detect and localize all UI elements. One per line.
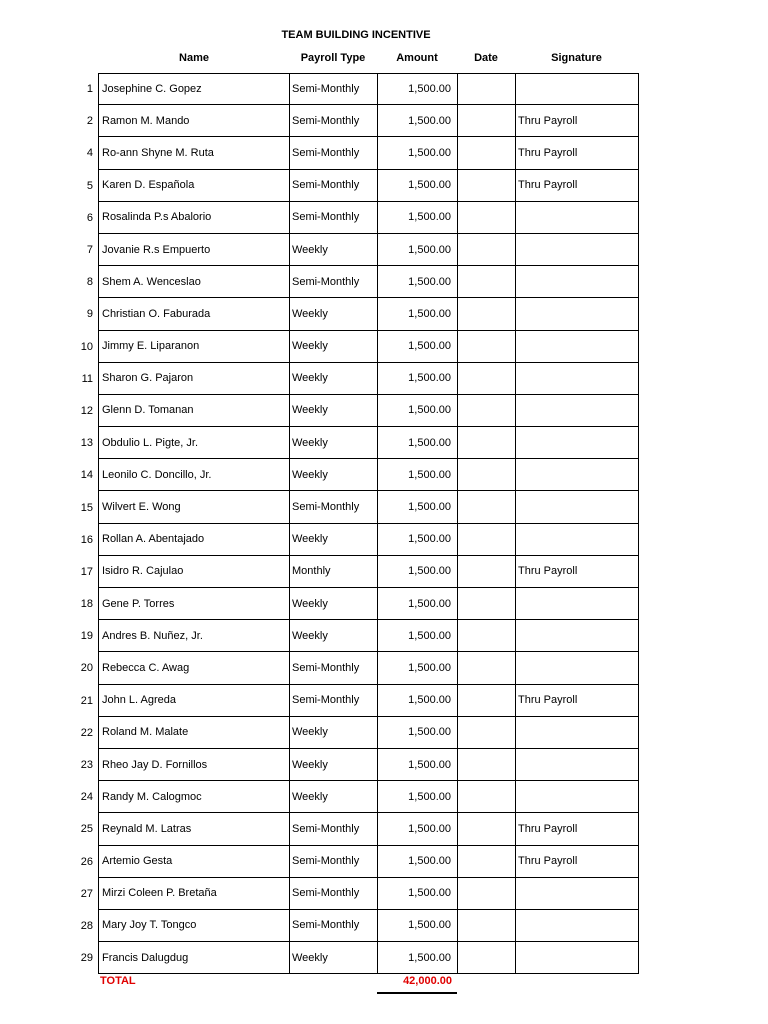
table-row	[0, 878, 768, 910]
cell-signature	[515, 652, 639, 684]
cell-payroll-type: Semi-Monthly	[289, 137, 378, 169]
cell-amount: 1,500.00	[377, 170, 458, 202]
cell-signature: Thru Payroll	[515, 846, 639, 878]
cell-payroll-type: Semi-Monthly	[289, 202, 378, 234]
cell-date	[457, 588, 516, 620]
cell-date	[457, 170, 516, 202]
row-number: 4	[86, 147, 93, 160]
row-number: 21	[80, 694, 93, 707]
table-row	[0, 846, 768, 878]
row-number: 19	[80, 630, 93, 643]
cell-date	[457, 105, 516, 137]
cell-signature	[515, 588, 639, 620]
cell-signature	[515, 910, 639, 942]
table-row	[0, 910, 768, 942]
row-number: 1	[86, 83, 93, 96]
cell-name: Francis Dalugdug	[98, 942, 290, 974]
total-row	[0, 972, 768, 994]
cell-payroll-type: Semi-Monthly	[289, 491, 378, 523]
cell-signature: Thru Payroll	[515, 105, 639, 137]
cell-payroll-type: Semi-Monthly	[289, 73, 378, 105]
cell-payroll-type: Semi-Monthly	[289, 813, 378, 845]
cell-signature	[515, 266, 639, 298]
cell-amount: 1,500.00	[377, 556, 458, 588]
cell-payroll-type: Semi-Monthly	[289, 910, 378, 942]
table-row	[0, 170, 768, 202]
cell-amount: 1,500.00	[377, 813, 458, 845]
cell-amount: 1,500.00	[377, 266, 458, 298]
cell-name: Artemio Gesta	[98, 846, 290, 878]
cell-date	[457, 749, 516, 781]
cell-payroll-type: Weekly	[289, 363, 378, 395]
table-row	[0, 427, 768, 459]
cell-amount: 1,500.00	[377, 298, 458, 330]
cell-name: Mirzi Coleen P. Bretaña	[98, 878, 290, 910]
cell-payroll-type: Weekly	[289, 395, 378, 427]
row-number: 5	[86, 179, 93, 192]
cell-amount: 1,500.00	[377, 137, 458, 169]
cell-name: Karen D. Española	[98, 170, 290, 202]
row-number: 23	[80, 759, 93, 772]
row-number: 12	[80, 404, 93, 417]
cell-date	[457, 942, 516, 974]
cell-date	[457, 395, 516, 427]
cell-payroll-type: Semi-Monthly	[289, 878, 378, 910]
cell-date	[457, 685, 516, 717]
row-number: 6	[86, 211, 93, 224]
header-name: Name	[179, 52, 209, 64]
table-row	[0, 266, 768, 298]
cell-date	[457, 73, 516, 105]
cell-signature	[515, 491, 639, 523]
total-label: TOTAL	[100, 975, 136, 987]
cell-signature: Thru Payroll	[515, 813, 639, 845]
cell-payroll-type: Weekly	[289, 459, 378, 491]
cell-name: Obdulio L. Pigte, Jr.	[98, 427, 290, 459]
table-row	[0, 137, 768, 169]
cell-amount: 1,500.00	[377, 459, 458, 491]
cell-name: Glenn D. Tomanan	[98, 395, 290, 427]
cell-signature	[515, 73, 639, 105]
row-number: 13	[80, 437, 93, 450]
cell-name: Reynald M. Latras	[98, 813, 290, 845]
cell-amount: 1,500.00	[377, 395, 458, 427]
cell-amount: 1,500.00	[377, 363, 458, 395]
cell-payroll-type: Weekly	[289, 524, 378, 556]
cell-signature: Thru Payroll	[515, 556, 639, 588]
cell-date	[457, 846, 516, 878]
header-amount: Amount	[396, 52, 438, 64]
cell-name: Ro-ann Shyne M. Ruta	[98, 137, 290, 169]
cell-payroll-type: Weekly	[289, 717, 378, 749]
cell-amount: 1,500.00	[377, 749, 458, 781]
cell-payroll-type: Semi-Monthly	[289, 266, 378, 298]
table-row	[0, 395, 768, 427]
cell-date	[457, 556, 516, 588]
table-row	[0, 652, 768, 684]
table-row	[0, 685, 768, 717]
row-number: 15	[80, 501, 93, 514]
cell-name: Andres B. Nuñez, Jr.	[98, 620, 290, 652]
cell-signature	[515, 524, 639, 556]
cell-date	[457, 491, 516, 523]
table-row	[0, 298, 768, 330]
cell-amount: 1,500.00	[377, 910, 458, 942]
row-number: 20	[80, 662, 93, 675]
cell-date	[457, 266, 516, 298]
cell-date	[457, 717, 516, 749]
cell-signature	[515, 331, 639, 363]
cell-payroll-type: Semi-Monthly	[289, 685, 378, 717]
table-row	[0, 813, 768, 845]
cell-amount: 1,500.00	[377, 588, 458, 620]
cell-payroll-type: Weekly	[289, 588, 378, 620]
cell-name: Roland M. Malate	[98, 717, 290, 749]
cell-amount: 1,500.00	[377, 781, 458, 813]
cell-payroll-type: Weekly	[289, 620, 378, 652]
cell-date	[457, 620, 516, 652]
cell-payroll-type: Weekly	[289, 942, 378, 974]
table-row	[0, 105, 768, 137]
cell-name: Leonilo C. Doncillo, Jr.	[98, 459, 290, 491]
cell-signature: Thru Payroll	[515, 137, 639, 169]
cell-amount: 1,500.00	[377, 491, 458, 523]
cell-date	[457, 234, 516, 266]
cell-payroll-type: Semi-Monthly	[289, 105, 378, 137]
total-value: 42,000.00	[403, 975, 452, 987]
cell-amount: 1,500.00	[377, 524, 458, 556]
row-number: 17	[80, 565, 93, 578]
cell-date	[457, 459, 516, 491]
cell-name: John L. Agreda	[98, 685, 290, 717]
cell-signature	[515, 427, 639, 459]
cell-amount: 1,500.00	[377, 73, 458, 105]
row-number: 24	[80, 791, 93, 804]
cell-name: Rebecca C. Awag	[98, 652, 290, 684]
cell-date	[457, 878, 516, 910]
cell-payroll-type: Weekly	[289, 749, 378, 781]
cell-payroll-type: Monthly	[289, 556, 378, 588]
page-title: TEAM BUILDING INCENTIVE	[281, 29, 431, 41]
cell-date	[457, 652, 516, 684]
row-number: 27	[80, 887, 93, 900]
cell-payroll-type: Weekly	[289, 234, 378, 266]
table-row	[0, 942, 768, 974]
table-row	[0, 524, 768, 556]
cell-signature	[515, 459, 639, 491]
cell-payroll-type: Semi-Monthly	[289, 170, 378, 202]
header-date: Date	[474, 52, 498, 64]
cell-payroll-type: Weekly	[289, 298, 378, 330]
table-row	[0, 588, 768, 620]
cell-date	[457, 427, 516, 459]
cell-name: Isidro R. Cajulao	[98, 556, 290, 588]
cell-amount: 1,500.00	[377, 105, 458, 137]
table-row	[0, 556, 768, 588]
table-row	[0, 73, 768, 105]
cell-signature: Thru Payroll	[515, 170, 639, 202]
cell-signature	[515, 234, 639, 266]
row-number: 2	[86, 115, 93, 128]
cell-signature	[515, 395, 639, 427]
header-signature: Signature	[551, 52, 602, 64]
cell-date	[457, 781, 516, 813]
row-number: 28	[80, 919, 93, 932]
cell-amount: 1,500.00	[377, 331, 458, 363]
cell-date	[457, 137, 516, 169]
cell-name: Christian O. Faburada	[98, 298, 290, 330]
cell-name: Rollan A. Abentajado	[98, 524, 290, 556]
cell-date	[457, 298, 516, 330]
cell-name: Josephine C. Gopez	[98, 73, 290, 105]
cell-payroll-type: Weekly	[289, 781, 378, 813]
cell-date	[457, 524, 516, 556]
row-number: 8	[86, 276, 93, 289]
cell-date	[457, 331, 516, 363]
cell-signature	[515, 717, 639, 749]
cell-amount: 1,500.00	[377, 202, 458, 234]
cell-name: Rosalinda P.s Abalorio	[98, 202, 290, 234]
cell-name: Jimmy E. Liparanon	[98, 331, 290, 363]
cell-signature	[515, 749, 639, 781]
cell-payroll-type: Semi-Monthly	[289, 652, 378, 684]
table-header	[0, 52, 768, 68]
row-number: 14	[80, 469, 93, 482]
row-number: 10	[80, 340, 93, 353]
table-row	[0, 363, 768, 395]
cell-signature	[515, 942, 639, 974]
cell-amount: 1,500.00	[377, 846, 458, 878]
cell-payroll-type: Semi-Monthly	[289, 846, 378, 878]
row-number: 25	[80, 823, 93, 836]
cell-amount: 1,500.00	[377, 234, 458, 266]
cell-signature	[515, 363, 639, 395]
cell-name: Ramon M. Mando	[98, 105, 290, 137]
cell-name: Sharon G. Pajaron	[98, 363, 290, 395]
cell-signature	[515, 620, 639, 652]
row-number: 18	[80, 598, 93, 611]
table-row	[0, 202, 768, 234]
table-row	[0, 749, 768, 781]
cell-amount: 1,500.00	[377, 652, 458, 684]
row-number: 9	[86, 308, 93, 321]
table-row	[0, 234, 768, 266]
table-row	[0, 620, 768, 652]
cell-name: Rheo Jay D. Fornillos	[98, 749, 290, 781]
table-row	[0, 717, 768, 749]
cell-amount: 1,500.00	[377, 878, 458, 910]
cell-name: Shem A. Wenceslao	[98, 266, 290, 298]
cell-name: Jovanie R.s Empuerto	[98, 234, 290, 266]
row-number: 11	[81, 372, 93, 385]
cell-amount: 1,500.00	[377, 685, 458, 717]
cell-signature	[515, 878, 639, 910]
cell-name: Mary Joy T. Tongco	[98, 910, 290, 942]
cell-amount: 1,500.00	[377, 942, 458, 974]
total-underline	[377, 992, 457, 994]
table-row	[0, 491, 768, 523]
cell-signature	[515, 202, 639, 234]
cell-name: Wilvert E. Wong	[98, 491, 290, 523]
cell-name: Randy M. Calogmoc	[98, 781, 290, 813]
cell-name: Gene P. Torres	[98, 588, 290, 620]
cell-signature: Thru Payroll	[515, 685, 639, 717]
cell-amount: 1,500.00	[377, 717, 458, 749]
header-payroll-type: Payroll Type	[300, 52, 366, 64]
cell-signature	[515, 781, 639, 813]
cell-payroll-type: Weekly	[289, 331, 378, 363]
cell-date	[457, 910, 516, 942]
table-row	[0, 781, 768, 813]
row-number: 7	[86, 244, 93, 257]
cell-date	[457, 202, 516, 234]
row-number: 16	[80, 533, 93, 546]
table-row	[0, 331, 768, 363]
row-number: 22	[80, 726, 93, 739]
cell-date	[457, 363, 516, 395]
incentive-table	[0, 73, 768, 974]
row-number: 26	[80, 855, 93, 868]
cell-amount: 1,500.00	[377, 427, 458, 459]
row-number: 29	[80, 952, 93, 965]
cell-date	[457, 813, 516, 845]
cell-amount: 1,500.00	[377, 620, 458, 652]
cell-signature	[515, 298, 639, 330]
cell-payroll-type: Weekly	[289, 427, 378, 459]
table-row	[0, 459, 768, 491]
